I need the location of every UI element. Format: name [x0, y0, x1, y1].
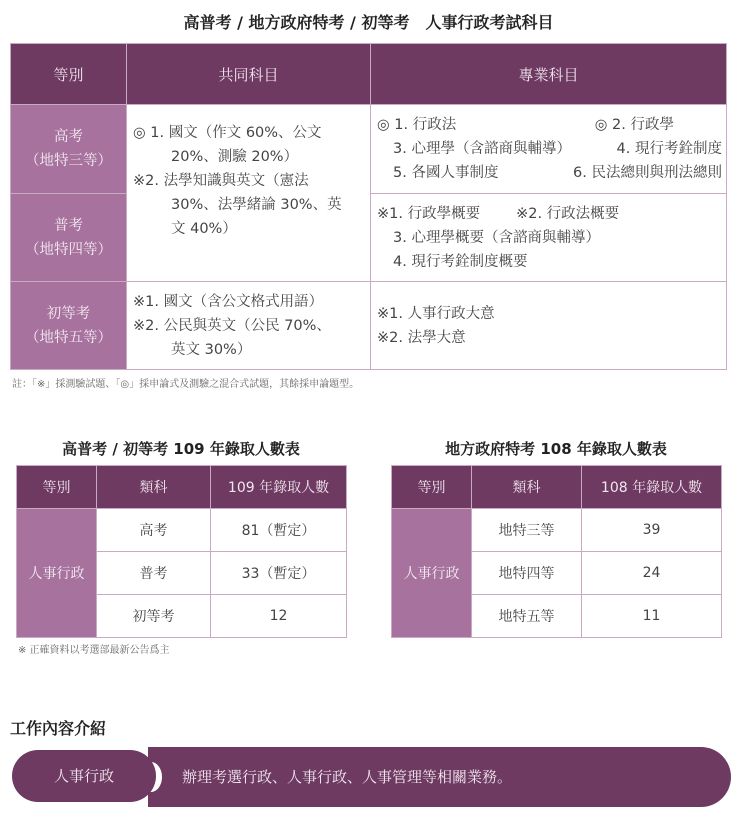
- header-common: 共同科目: [127, 44, 371, 105]
- table-row: [17, 509, 347, 552]
- count-cell: 81（暫定）: [211, 509, 347, 552]
- table-header-row: [11, 44, 727, 105]
- subject-line: 英文 30%）: [171, 342, 252, 358]
- subject-line: ※2. 法學大意: [377, 330, 466, 346]
- professional-subjects-cell: [371, 282, 727, 370]
- admissions-109-table: [16, 465, 347, 638]
- job-description: 辦理考選行政、人事行政、人事管理等相關業務。: [148, 747, 731, 807]
- level-cell: [11, 194, 127, 282]
- header-level: 等別: [17, 466, 97, 509]
- subject-line: ※1. 人事行政大意: [377, 306, 495, 322]
- header-level: 等別: [392, 466, 472, 509]
- header-count: 109 年錄取人數: [211, 466, 347, 509]
- job-role-label: 人事行政: [12, 750, 156, 802]
- header-category: 類科: [97, 466, 211, 509]
- source-note: ※ 正確資料以考選部最新公告爲主: [18, 645, 170, 656]
- subject-line: ※2. 法學知識與英文（憲法: [133, 173, 309, 189]
- category-cell: 地特三等: [472, 509, 582, 552]
- count-cell: 12: [211, 595, 347, 638]
- header-level: 等別: [11, 44, 127, 105]
- group-cell: 人事行政: [392, 509, 472, 638]
- header-category: 類科: [472, 466, 582, 509]
- count-cell: 33（暫定）: [211, 552, 347, 595]
- subject-line: 3. 心理學概要（含諮商與輔導）: [393, 230, 600, 246]
- table-header-row: [17, 466, 347, 509]
- job-section-heading: 工作內容介紹: [10, 719, 107, 738]
- category-cell: 普考: [97, 552, 211, 595]
- table-row: [11, 282, 727, 370]
- professional-subjects-cell: [371, 194, 727, 282]
- admissions-108-table: [391, 465, 722, 638]
- subject-line: 30%、法學緒論 30%、英: [171, 197, 342, 213]
- table-108-title: 地方政府特考 108 年錄取人數表: [445, 440, 667, 458]
- level-equivalent: （地特四等）: [25, 241, 112, 258]
- subject-line: 6. 民法總則與刑法總則: [573, 165, 722, 181]
- group-cell: 人事行政: [17, 509, 97, 638]
- subject-line: ※1. 行政學概要: [377, 206, 481, 222]
- category-cell: 初等考: [97, 595, 211, 638]
- professional-subjects-cell: [371, 105, 727, 194]
- level-name: 初等考: [46, 305, 91, 322]
- subject-line: ◎ 1. 行政法: [377, 117, 457, 133]
- count-cell: 11: [582, 595, 722, 638]
- subject-line: 4. 現行考銓制度: [616, 141, 722, 157]
- table-row: [11, 105, 727, 194]
- subject-line: ※2. 行政法概要: [516, 206, 620, 222]
- level-name: 普考: [54, 217, 83, 234]
- table-header-row: [392, 466, 722, 509]
- category-cell: 地特四等: [472, 552, 582, 595]
- category-cell: 高考: [97, 509, 211, 552]
- table-row: [392, 509, 722, 552]
- count-cell: 39: [582, 509, 722, 552]
- page-title: 高普考 / 地方政府特考 / 初等考 人事行政考試科目: [183, 13, 554, 32]
- subject-line: ※1. 國文（含公文格式用語）: [133, 294, 324, 310]
- subject-line: 4. 現行考銓制度概要: [393, 254, 528, 270]
- subject-line: 3. 心理學（含諮商與輔導）: [393, 141, 571, 157]
- level-cell: [11, 282, 127, 370]
- header-count: 108 年錄取人數: [582, 466, 722, 509]
- footnote: 註：「※」採測驗試題、「◎」採申論式及測驗之混合式試題，其餘採申論題型。: [12, 379, 360, 390]
- header-professional: 專業科目: [371, 44, 727, 105]
- category-cell: 地特五等: [472, 595, 582, 638]
- common-subjects-cell: [127, 282, 371, 370]
- subject-line: ◎ 2. 行政學: [594, 117, 674, 133]
- level-name: 高考: [54, 129, 83, 145]
- level-cell: [11, 105, 127, 194]
- table-109-title: 高普考 / 初等考 109 年錄取人數表: [62, 440, 300, 458]
- level-equivalent: （地特五等）: [25, 329, 112, 346]
- common-subjects-cell: [127, 105, 371, 282]
- exam-subjects-table: [10, 43, 727, 370]
- subject-line: 文 40%）: [171, 221, 237, 237]
- count-cell: 24: [582, 552, 722, 595]
- level-equivalent: （地特三等）: [25, 153, 112, 169]
- subject-line: ◎ 1. 國文（作文 60%、公文: [133, 125, 322, 141]
- subject-line: 5. 各國人事制度: [393, 165, 499, 181]
- subject-line: ※2. 公民與英文（公民 70%、: [133, 318, 331, 334]
- subject-line: 20%、測驗 20%）: [171, 149, 299, 165]
